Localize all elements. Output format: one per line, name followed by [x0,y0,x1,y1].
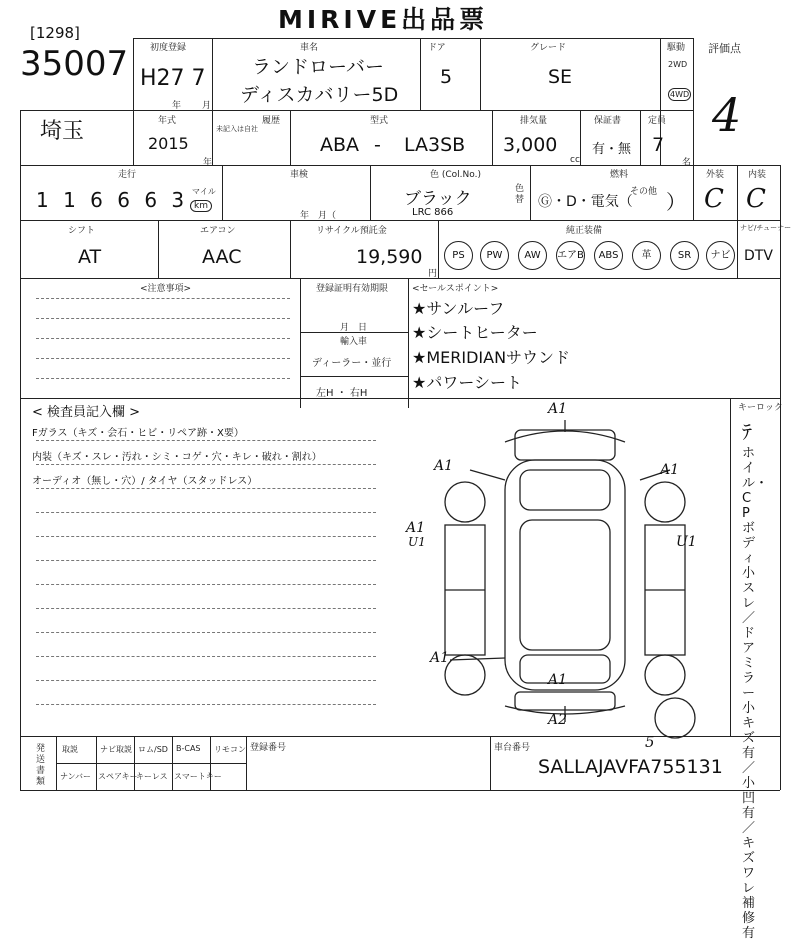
inspector-blank-line [36,656,376,657]
inspector-line-3: オーディオ（無し・穴）/ タイヤ（スタッドレス） [32,476,258,487]
rule [492,110,493,165]
year-model-value: 2015 [148,134,189,153]
option-row2-4: スマートキー [174,772,222,781]
rule [737,220,738,278]
damage-mark-front: A1 [548,401,568,417]
import-car-label: 輸入車 [340,337,368,347]
history-label: 履歴 [262,116,281,126]
rule [530,165,531,220]
notes-line [36,378,290,379]
person-unit: 名 [682,158,692,168]
color-change-label: 色替 [515,184,525,205]
model-prefix: ABA [320,134,360,156]
equipment-7: SR [670,241,699,270]
notes-line [36,358,290,359]
inspector-blank-line [36,680,376,681]
equipment-3: AW [518,241,547,270]
damage-mark-left-door-u: U1 [408,535,426,549]
color-number: LRC 866 [412,207,454,218]
interior-value: C [746,184,766,214]
year-model-unit: 年 [203,158,213,168]
reg-period-month-day: 月 日 [340,323,368,333]
rule [580,110,581,165]
warranty-label: 保証書 [594,116,622,126]
rule [737,165,738,220]
navi-tuner-label: ナビ/チューナー [740,224,792,232]
car-name-line2: ディスカバリー5D [240,84,399,106]
inspector-blank-line [36,560,376,561]
side-note: ホイル・CPボディ小スレ／ドアミラー小キズ有／小凹有／キズワレ補修有 [742,446,769,941]
rule [438,220,439,278]
year-label: 年 [172,101,182,111]
rule [20,278,780,279]
spare-wheel [655,698,695,738]
first-reg-value: H27 7 [140,66,206,91]
notes-line [36,338,290,339]
lot-region: 埼玉 [40,119,85,144]
recycle-label: リサイクル預託金 [316,226,387,236]
rule [290,110,291,165]
inspector-line [36,464,376,465]
inspector-blank-line [36,704,376,705]
model-code: LA3SB [404,134,466,156]
equipment-6: 革 [632,241,661,270]
equipment-8: ナビ [706,241,735,270]
rule [20,110,693,111]
mileage-value: 1 1 6 6 6 3 [36,188,189,212]
notes-label: <注意事項> [140,284,192,294]
rule [20,790,780,791]
rule [210,736,211,790]
rule [300,278,301,408]
month-label: 月 [202,101,212,111]
fuel-close: ） [666,190,686,214]
sales-point-label: <セールスポイント> [412,284,499,294]
warranty-value: 有・無 [592,142,632,157]
exterior-label: 外装 [706,170,725,180]
rule [693,38,694,165]
model-label: 型式 [370,116,389,126]
rule [780,165,781,790]
rule [20,220,780,221]
option-row2-1: ナンバー [60,772,92,781]
damage-mark-rear: A1 [548,672,568,688]
inspector-blank-line [36,584,376,585]
chassis-label: 車台番号 [494,743,531,753]
car-name-label: 車名 [300,43,319,53]
model-dash: - [374,134,381,156]
door-label: ドア [428,43,446,53]
rule [640,110,641,165]
form-title: MIRIVE出品票 [278,5,489,34]
first-reg-label: 初度登録 [150,43,187,53]
option-row2-2: スペアキー [98,772,138,781]
rule [730,398,731,736]
inspector-blank-line [36,632,376,633]
rule [212,38,213,165]
rule [20,165,780,166]
sales-point-3: ★MERIDIANサウンド [412,348,571,367]
damage-mark-rear-left: A1 [430,650,450,666]
notes-line [36,318,290,319]
rule [408,278,409,408]
equipment-1: PS [444,241,473,270]
inspector-blank-line [36,536,376,537]
rule [158,220,159,278]
rule [290,220,291,278]
option-5: リモコン [214,745,246,754]
capacity-value: 7 [652,134,665,156]
fuel-label: 燃料 [610,170,629,180]
fuel-other-label: その他 [630,187,658,197]
inspector-line-2: 内装（キズ・スレ・汚れ・シミ・コゲ・穴・キレ・破れ・割れ） [32,452,322,463]
rule [133,38,134,165]
inspector-line-1: Fガラス（キズ・会石・ヒビ・リペア跡・X要） [32,428,244,439]
front-right-wheel [645,482,685,522]
notes-line [36,298,290,299]
reg-period-label: 登録証明有効期限 [316,284,389,294]
aircon-label: エアコン [200,226,236,236]
send-docs-label: 発送書類 [36,744,46,787]
drive-4wd-circled: 4WD [670,90,690,99]
option-row2-3: キーレス [136,772,168,781]
grade-label: グレード [530,43,567,53]
equipment-4: エアB [556,241,585,270]
score-label: 評価点 [708,42,741,55]
sales-point-1: ★サンルーフ [412,299,505,318]
cc-unit: cc [570,155,580,165]
yen-unit: 円 [428,269,438,279]
shaken-label: 車検 [290,170,309,180]
rule [172,736,173,790]
color-label: 色 (Col.No.) [430,170,481,180]
rear-right-wheel [645,655,685,695]
rule [693,165,694,220]
rear-left-wheel [445,655,485,695]
rule [20,398,780,399]
aircon-value: AAC [202,246,242,268]
chassis-number: SALLAJAVFA755131 [538,756,723,778]
displacement-value: 3,000 [503,134,558,156]
option-4: B-CAS [176,744,201,753]
rule [420,38,421,110]
hood [520,470,610,510]
capacity-label: 定員 [648,116,667,126]
mark-line [470,470,505,480]
inspector-blank-line [36,512,376,513]
shift-value: AT [78,246,102,268]
door-value: 5 [440,66,453,88]
damage-mark-right-door: U1 [676,534,697,550]
chassis-correction: 5 [645,733,655,751]
damage-mark-front-right: A1 [660,462,680,478]
rule [370,165,371,220]
score-value: 4 [712,88,742,142]
roof [520,520,610,650]
option-3: ロム/SD [138,745,168,754]
history-note: 未記入は自社 [216,125,258,133]
interior-label: 内装 [748,170,767,180]
lot-number: 35007 [20,44,129,84]
car-name-line1: ランドローバー [252,56,385,78]
damage-mark-left-door: A1 [406,520,426,536]
mileage-label: 走行 [118,170,137,180]
keylock-label: キーロック [738,403,783,413]
equipment-2: PW [480,241,509,270]
rule [133,38,693,39]
rule [246,736,247,790]
damage-mark-front-left: A1 [434,458,454,474]
rule [222,165,223,220]
option-2: ナビ取説 [100,745,132,754]
option-1: 取説 [62,745,78,754]
displacement-label: 排気量 [520,116,548,126]
mile-label: マイル [192,187,216,196]
rule [300,376,408,377]
handle-label: 左H ・ 右H [316,388,368,399]
color-value: ブラック [404,189,472,209]
rule [300,332,408,333]
rule [134,736,135,790]
rule [56,763,246,764]
equipment-label: 純正装備 [566,226,603,236]
rule [96,736,97,790]
sales-point-4: ★パワーシート [412,373,523,392]
inspector-label: < 検査員記入欄 > [32,405,141,420]
rule [490,736,491,790]
rule [20,110,21,790]
sales-point-2: ★シートヒーター [412,323,538,342]
exterior-value: C [704,184,724,214]
damage-mark-rear-bumper: A2 [548,712,568,728]
navi-tuner-value: DTV [744,248,773,264]
lot-bracket-number: [1298] [30,24,80,42]
year-model-label: 年式 [158,116,177,126]
inspector-blank-line [36,608,376,609]
recycle-value: 19,590 [356,246,423,268]
km-circled: km [190,200,212,212]
front-left-wheel [445,482,485,522]
inspector-line [36,488,376,489]
front-bumper-curve [505,431,625,442]
drive-label: 駆動 [667,43,686,53]
keylock-mark: ﾃ [742,420,752,444]
dealer-label: ディーラー・並行 [312,358,392,369]
reg-no-label: 登録番号 [250,743,287,753]
rule [480,38,481,110]
grade-value: SE [548,66,573,88]
equipment-5: ABS [594,241,623,270]
shaken-year-month: 年 月（ [300,211,337,221]
fuel-value: Ⓖ・D・電気（ [538,194,633,210]
shift-label: シフト [68,226,96,236]
drive-2wd: 2WD [668,60,688,69]
inspector-line [36,440,376,441]
